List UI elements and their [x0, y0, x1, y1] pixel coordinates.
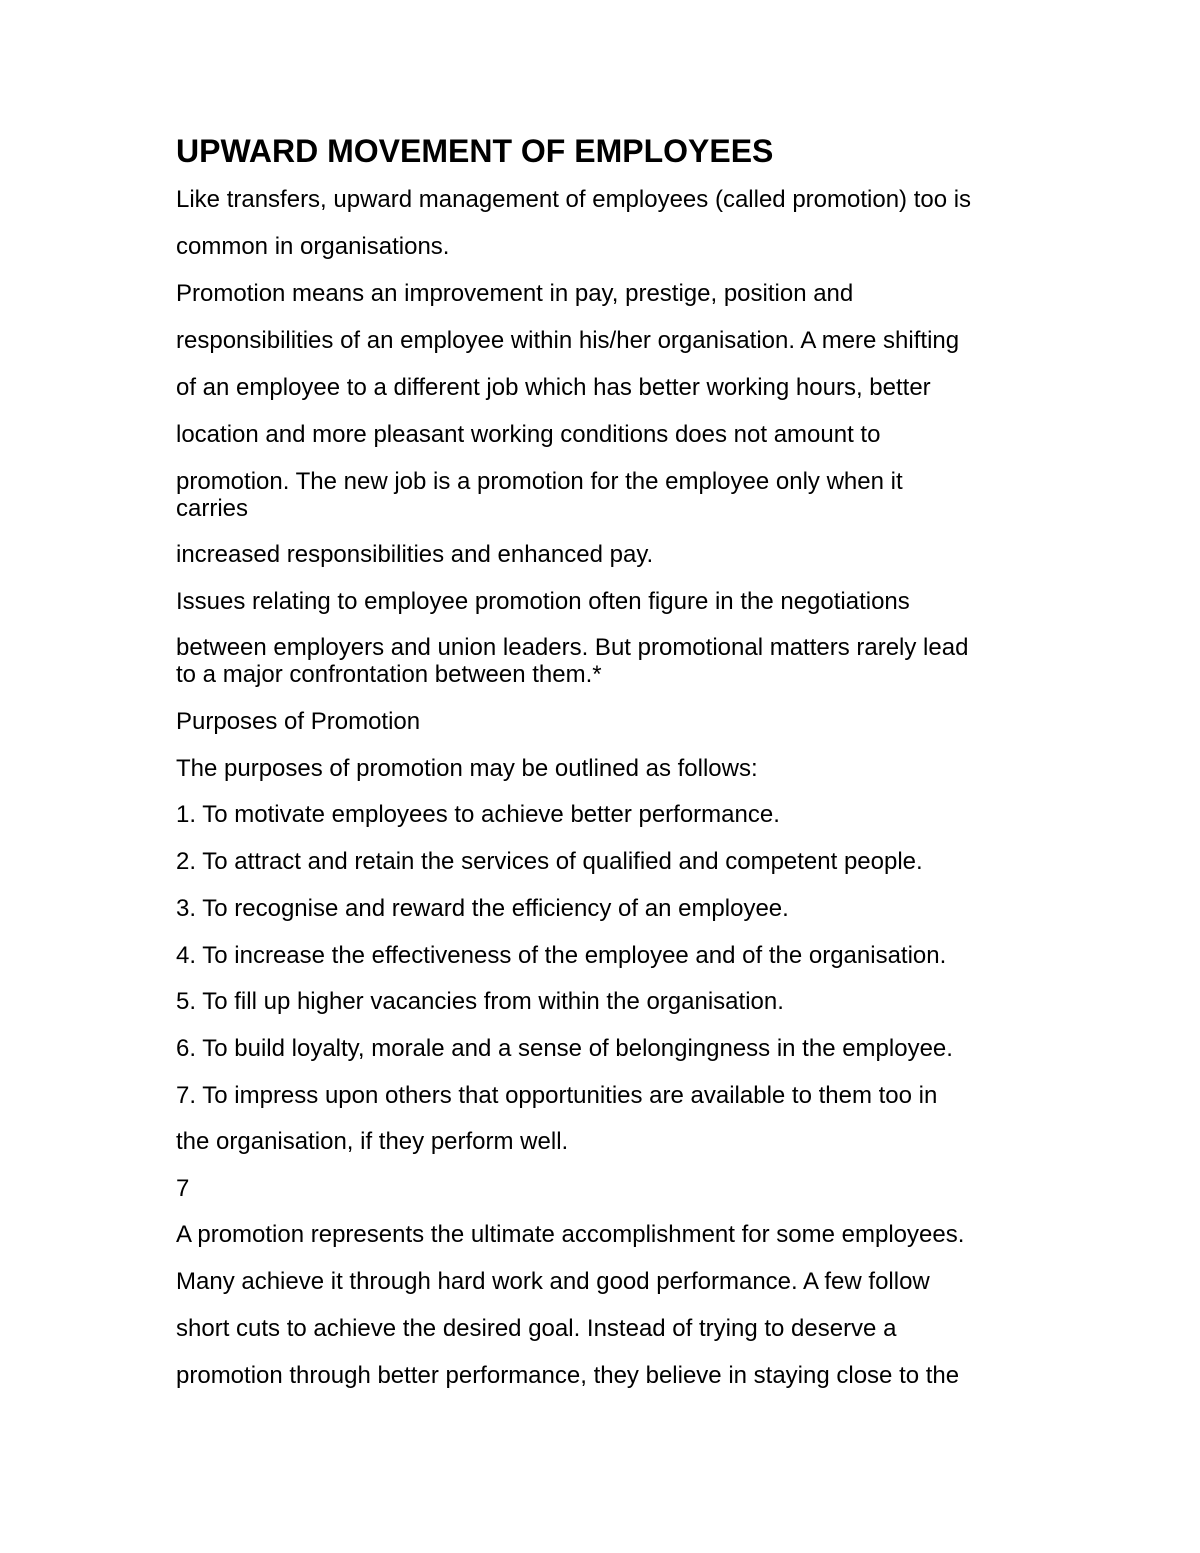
text-line: A promotion represents the ultimate accomplishment for some employees. [176, 1221, 965, 1248]
list-item: 2. To attract and retain the services of qualified and competent people. [176, 848, 923, 875]
list-item: 1. To motivate employees to achieve better performance. [176, 801, 780, 828]
text-line: Issues relating to employee promotion often figure in the negotiations [176, 588, 910, 615]
text-line: location and more pleasant working conditions does not amount to [176, 421, 881, 448]
page-number: 7 [176, 1175, 190, 1202]
text-line: promotion. The new job is a promotion for the employee only when it [176, 468, 903, 495]
list-item: 4. To increase the effectiveness of the employee and of the organisation. [176, 942, 947, 969]
text-line: increased responsibilities and enhanced pay. [176, 541, 654, 568]
text-line: Many achieve it through hard work and good performance. A few follow [176, 1268, 930, 1295]
list-item: 3. To recognise and reward the efficiency of an employee. [176, 895, 789, 922]
text-line: Promotion means an improvement in pay, prestige, position and [176, 280, 854, 307]
section-heading: Purposes of Promotion [176, 708, 421, 735]
list-item: 5. To fill up higher vacancies from within the organisation. [176, 988, 784, 1015]
page-title: UPWARD MOVEMENT OF EMPLOYEES [176, 133, 774, 169]
text-line: common in organisations. [176, 233, 450, 260]
text-line: carries [176, 495, 249, 522]
text-line: The purposes of promotion may be outlined as follows: [176, 755, 758, 782]
text-line: Like transfers, upward management of employees (called promotion) too is [176, 186, 972, 213]
text-line: promotion through better performance, they believe in staying close to the [176, 1362, 960, 1389]
text-line: of an employee to a different job which has better working hours, better [176, 374, 931, 401]
text-line: between employers and union leaders. But promotional matters rarely lead [176, 634, 969, 661]
list-item: 6. To build loyalty, morale and a sense of belongingness in the employee. [176, 1035, 953, 1062]
text-line: short cuts to achieve the desired goal. Instead of trying to deserve a [176, 1315, 897, 1342]
text-line: the organisation, if they perform well. [176, 1128, 569, 1155]
list-item: 7. To impress upon others that opportunities are available to them too in [176, 1082, 938, 1109]
text-line: to a major confrontation between them.* [176, 661, 602, 688]
text-line: responsibilities of an employee within his/her organisation. A mere shifting [176, 327, 960, 354]
